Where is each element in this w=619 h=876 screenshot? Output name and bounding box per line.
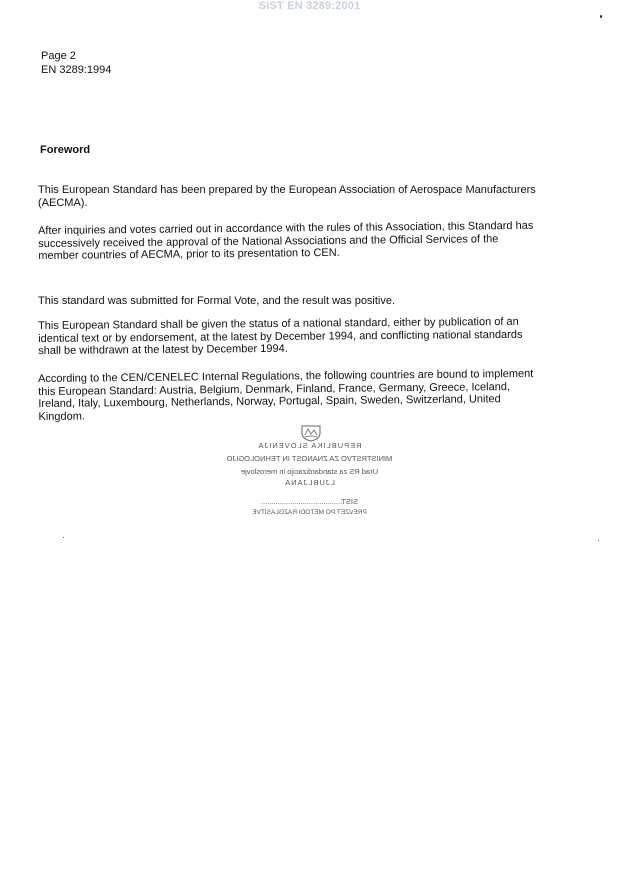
stamp-text: PREVZET PO METODI RAZGLASITVE [252,509,367,516]
foreword-paragraph: According to the CEN/CENELEC Internal Regulations, the following countries are bound to implement this European Standard: Austria, Belgium, Denmark, Finland, France, Germany, Greece, Iceland, Ireland, Italy, Luxembourg, Netherlands, Norway, Portugal, Spain, Sweden, Switzerland, United Kingdom. [38,367,534,423]
stamp-text: MINISTRSTVO ZA ZNANOST IN TEHNOLOGIJO [226,454,393,463]
page-header [41,49,111,77]
stamp-text: SIST....................................... [260,497,359,506]
foreword-paragraph: After inquiries and votes carried out in accordance with the rules of this Association, this Standard has successively received the approval of the National Associations and the Official Services of the member countries of AECMA, prior to its presentation to CEN. [38,219,534,262]
foreword-heading: Foreword [40,144,91,156]
foreword-paragraph: This European Standard shall be given the status of a national standard, either by publication of an identical text or by endorsement, at the latest by December 1994, and conflicting national standards shall be withdrawn at the latest by December 1994. [38,315,523,357]
stamp-text: Urad RS za standardizacijo in meroslovje [240,467,379,476]
foreword-paragraph: This standard was submitted for Formal Vote, and the result was positive. [38,295,396,307]
scan-speck [63,537,64,538]
scan-speck [600,15,602,18]
stamp-text: LJUBLJANA [284,478,335,487]
coat-of-arms-icon [300,424,322,442]
stamp-text: REPUBLIKA SLOVENIJA [257,441,362,450]
document-number: EN 3289:1994 [41,64,112,76]
official-stamp [222,424,397,519]
page-number: Page 2 [41,50,76,62]
document-watermark: SIST EN 3289:2001 [258,0,361,12]
foreword-paragraph: This European Standard has been prepared by the European Association of Aerospace Manufacturers (AECMA). [38,184,536,209]
scan-speck [598,540,599,541]
